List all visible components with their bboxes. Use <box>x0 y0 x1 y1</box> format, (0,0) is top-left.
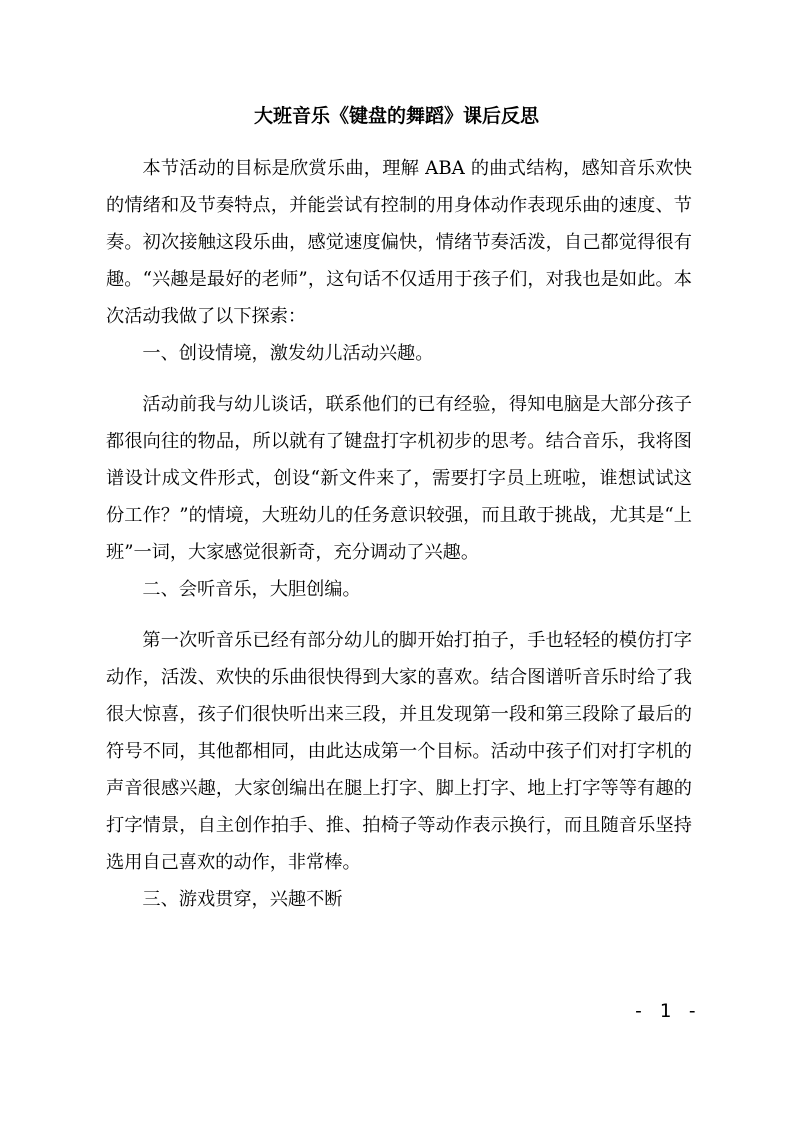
section-heading-3: 三、游戏贯穿，兴趣不断 <box>142 889 343 910</box>
document-body <box>106 150 692 918</box>
paragraph-gap <box>106 372 692 386</box>
section-paragraph-1: 活动前我与幼儿谈话，联系他们的已有经验，得知电脑是大部分孩子都很向往的物品，所以就有了键盘打字机初步的思考。结合音乐，我将图谱设计成文件形式，创设“新文件来了，需要打字员上班啦，谁想试试这份工作？”的情境，大班幼儿的任务意识较强，而且敢于挑战，尤其是“上班”一词，大家感觉很新奇，充分调动了兴趣。 <box>106 394 692 563</box>
section-heading-2: 二、会听音乐，大胆创编。 <box>142 579 361 600</box>
section-paragraph-2: 第一次听音乐已经有部分幼儿的脚开始打拍子，手也轻轻的模仿打字动作，活泼、欢快的乐曲很快得到大家的喜欢。结合图谱听音乐时给了我很大惊喜，孩子们很快听出来三段，并且发现第一段和第三段除了最后的符号不同，其他都相同，由此达成第一个目标。活动中孩子们对打字机的声音很感兴趣，大家创编出在腿上打字、脚上打字、地上打字等等有趣的打字情景，自主创作拍手、推、拍椅子等动作表示换行，而且随音乐坚持选用自己喜欢的动作，非常棒。 <box>106 630 692 873</box>
section-heading-1: 一、创设情境，激发幼儿活动兴趣。 <box>142 343 434 364</box>
document-title: 大班音乐《键盘的舞蹈》课后反思 <box>253 105 539 127</box>
paragraph-gap <box>106 608 692 622</box>
page-number: - 1 - <box>632 1000 700 1022</box>
intro-paragraph: 本节活动的目标是欣赏乐曲，理解 ABA 的曲式结构，感知音乐欢快的情绪和及节奏特点，并能尝试有控制的用身体动作表现乐曲的速度、节奏。初次接触这段乐曲，感觉速度偏快，情绪节奏活泼，自己都觉得很有趣。“兴趣是最好的老师”，这句话不仅适用于孩子们，对我也是如此。本次活动我做了以下探索： <box>106 158 692 327</box>
